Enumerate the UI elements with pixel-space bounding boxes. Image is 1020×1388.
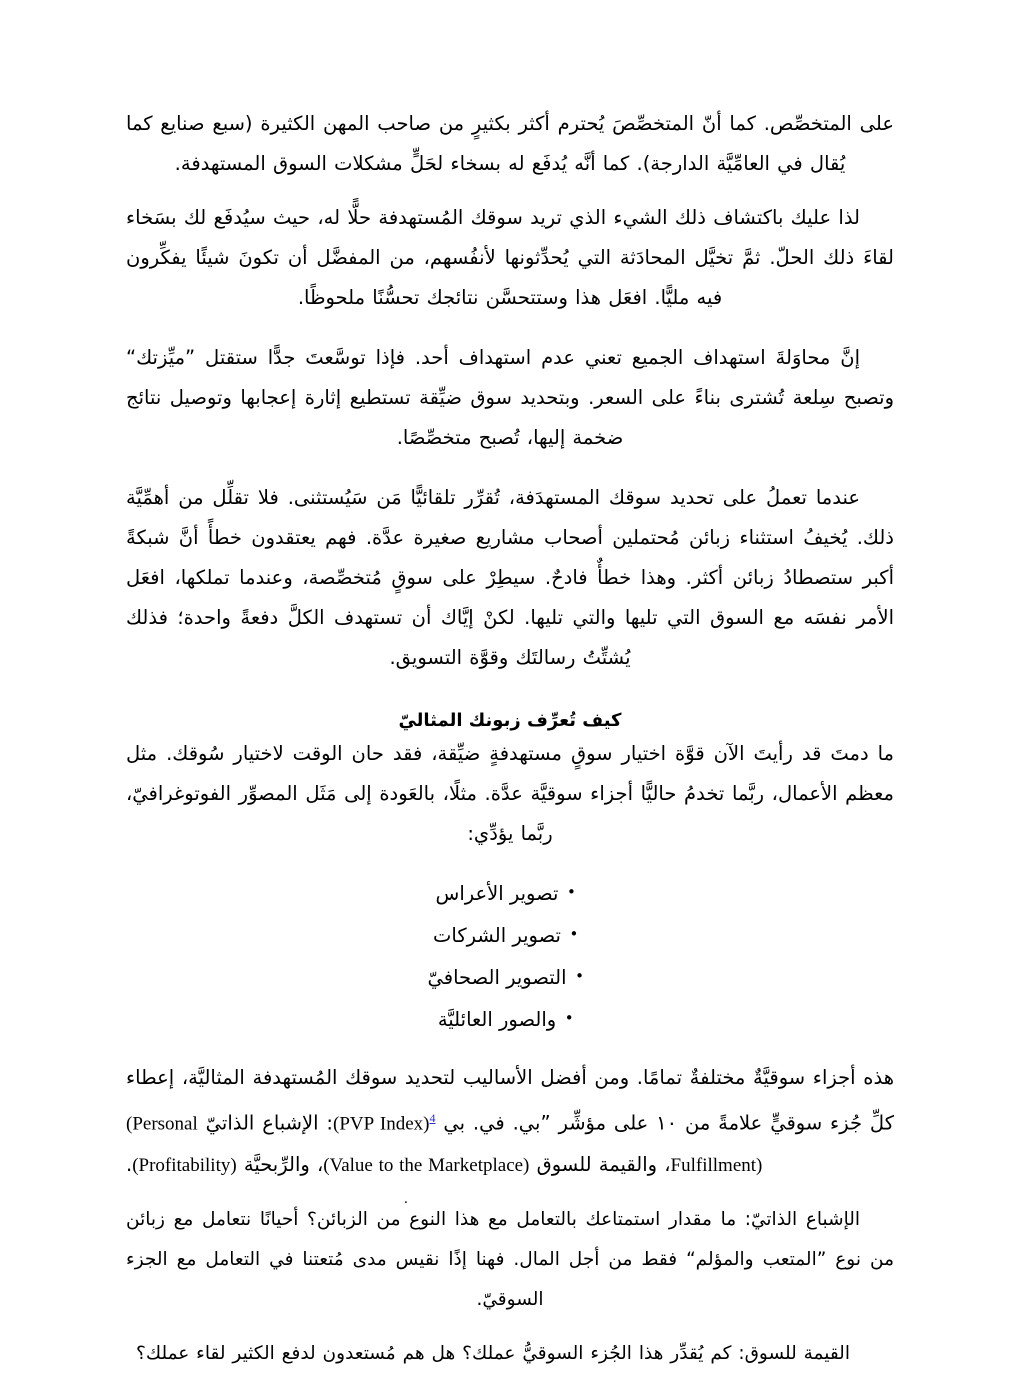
- bullet-icon: •: [564, 1009, 574, 1027]
- pvp-text-part-5: ، والرِّبحيَّة: [236, 1152, 324, 1176]
- page-content: [126, 104, 894, 1388]
- pvp-text-part-3: : الإشباع الذاتيّ: [197, 1111, 333, 1135]
- list-item: [126, 872, 894, 914]
- list-item-label: تصوير الأعراس: [435, 882, 559, 905]
- list-item: [126, 998, 894, 1040]
- list-item-label: والصور العائليَّة: [437, 1008, 557, 1031]
- pvp-text-part-4: ، والقيمة للسوق: [529, 1152, 671, 1176]
- paragraph-specialist-respect: على المتخصِّص. كما أنّ المتخصِّصَ يُحترم أكثر بكثيرٍ من صاحب المهن الكثيرة (سبع صنايع كما يُقال في العامِّيَّة الدارجة). كما أنَّه يُدفَع له بسخاء لحَلٍّ مشكلات السوق المستهدفة.: [126, 112, 894, 175]
- pvp-score-value: ١٠: [656, 1111, 678, 1135]
- paragraph-target-everyone: إنَّ محاوَلةَ استهداف الجميع تعني عدم استهداف أحد. فإذا توسَّعتَ جدًّا ستقتل ”ميِّزتك“ وتصبح سِلعة تُشترى بناءً على السعر. وبتحديد سوق ضيِّقة تستطيع إثارة إعجابها وتوصيل نتائج ضخمة إليها، تُصبح متخصِّصًا.: [126, 346, 894, 449]
- list-item: [126, 914, 894, 956]
- pvp-text-part-1: هذه أجزاء سوقيَّةٌ مختلفةٌ تمامًا. ومن أفضل الأساليب لتحديد سوقك المُستهدفة المثاليَّة، إعطاء كلِّ جُزء سوقيٍّ علامةً من: [126, 1066, 894, 1135]
- section-heading-ideal-customer: كيف تُعرِّف زبونك المثاليّ: [398, 710, 622, 731]
- bullet-icon: •: [569, 925, 579, 943]
- list-item: [126, 956, 894, 998]
- pvp-index-label: (PVP Index): [333, 1113, 430, 1135]
- term-personal-fulfillment: (Personal Fulfillment): [126, 1113, 763, 1176]
- paragraph-discover-solution: لذا عليك باكتشاف ذلك الشيء الذي تريد سوقك المُستهدفة حلًّا له، حيث سيُدفَع لك بسَخاء لقاءَ ذلك الحلّ. ثمَّ تخيَّل المحادَثة التي يُحدِّثونها لأنفُسهم، من المفضَّل أن تكونَ شيئًا يفكِّرون فيه مليًّا. افعَل هذا وستتحسَّن نتائجك تحسُّنًا ملحوظًا.: [126, 206, 894, 309]
- footnote-reference-link[interactable]: 4: [429, 1111, 436, 1125]
- paragraph-exclusion: عندما تعملُ على تحديد سوقك المستهدَفة، تُقرِّر تلقائيًّا مَن سَيُستثنى. فلا تقلِّل من أهمِّيَّة ذلك. يُخيفُ استثناء زبائن مُحتملين أصحاب مشاريع صغيرة عدَّة. فهم يعتقدون خطأً أنَّ شبكةً أكبر ستصطادُ زبائن أكثر. وهذا خطأٌ فادحٌ. سيطِرْ على سوقٍ مُتخصِّصة، وعندما تملكها، افعَل الأمر نفسَه مع السوق التي تليها والتي تليها. لكنْ إيَّاك أن تستهدف الكلَّ دفعةً واحدة؛ فذلك يُشتِّتُ رسالتَك وقوَّة التسويق.: [126, 486, 894, 669]
- bullet-icon: •: [567, 883, 576, 901]
- bullet-icon: •: [575, 967, 584, 985]
- pvp-text-part-6: .: [126, 1152, 133, 1176]
- pvp-text-part-2: على مؤشِّر ”بي. في. بي: [435, 1111, 657, 1135]
- list-item-label: تصوير الشركات: [433, 924, 561, 947]
- term-value-to-the-marketplace: (Value to the Marketplace): [323, 1154, 530, 1176]
- market-segments-list: [126, 872, 894, 1040]
- section-gap: [126, 692, 894, 708]
- definition-self-fulfillment: الإشباع الذاتيّ: ما مقدار استمتاعك بالتعامل مع هذا النوع من الزبائن؟ أحيانًا نتعامل مع زبائن من نوع ”المتعب والمؤلم“ فقط من أجل المال. فهنا إذًا نقيس مدى مُتعتنا في التعامل مع الجزء السوقيّ.: [126, 1208, 894, 1310]
- list-item-label: التصوير الصحافيّ: [427, 966, 567, 989]
- definition-market-value: القيمة للسوق: كم يُقدِّر هذا الجُزء السوقيُّ عملك؟ هل هم مُستعدون لدفع الكثير لقاء عملك؟: [136, 1342, 850, 1364]
- paragraph-section-intro: ما دمتَ قد رأيتَ الآن قوَّة اختيار سوقٍ مستهدفةٍ ضيِّقة، فقد حان الوقت لاختيار سُوقك. مثل معظم الأعمال، ربَّما تخدمُ حاليًّا أجزاء سوقيَّة عدَّة. مثلًا، بالعَودة إلى مَثَل المصوِّر الفوتوغرافيّ، ربَّما يؤدِّي:: [126, 742, 894, 845]
- term-profitability: (Profitability): [132, 1154, 237, 1176]
- trailing-period-mark: .: [404, 1191, 408, 1207]
- paragraph-pvp-index: [126, 1058, 894, 1186]
